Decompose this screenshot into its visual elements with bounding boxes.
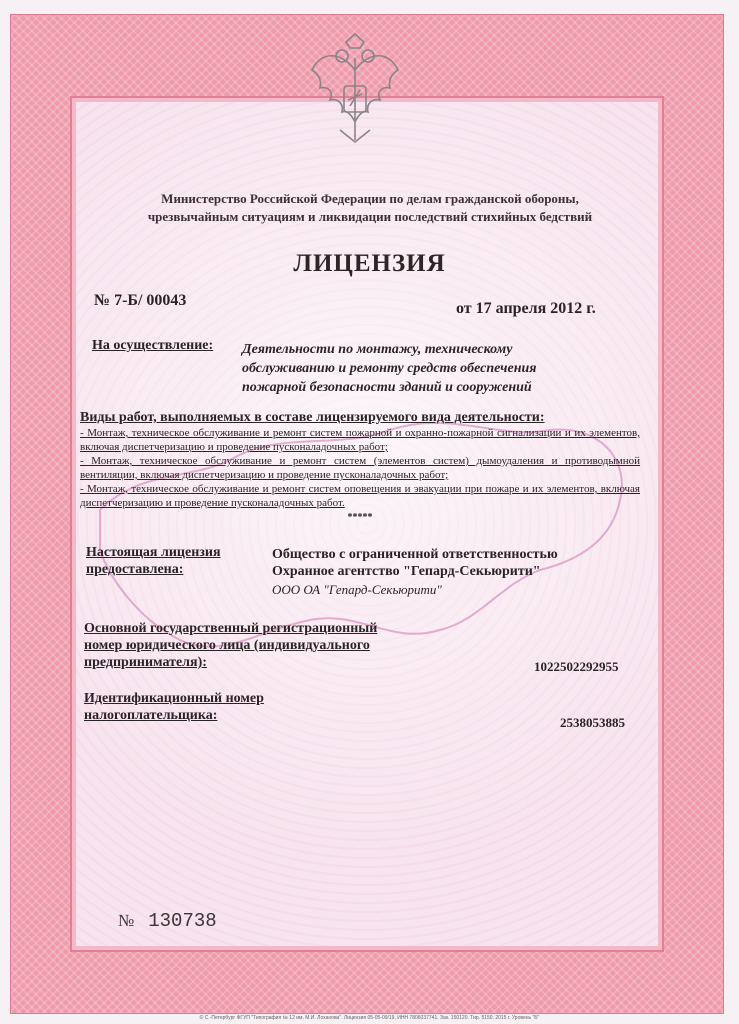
activity-label: На осуществление: <box>92 338 214 353</box>
issued-to-label <box>86 544 256 578</box>
printer-footer: © С.-Петербург ФГУП "Типография № 12 им. М.И. Лоханова". Лицензия 05-05-09/19, ИНН 7806037741. Зак. 150120. Тир. 5150. 2015 г. Уровень "Б" <box>199 1015 540 1021</box>
ogrn-label-line-3: предпринимателя): <box>84 655 207 670</box>
inn-label-line-2: налогоплательщика: <box>84 708 218 723</box>
license-date: от 17 апреля 2012 г. <box>456 300 596 317</box>
section-stars: ***** <box>347 512 373 523</box>
ogrn-label-line-1: Основной государственный регистрационный <box>84 621 378 636</box>
organization-name-line-2: Охранное агентство "Гепард-Секьюрити" <box>272 564 541 579</box>
license-number: № 7-Б/ 00043 <box>94 292 187 309</box>
activity-text: Деятельности по монтажу, техническому обслуживанию и ремонту средств обеспечения пожарной безопасности зданий и сооружений <box>242 342 537 395</box>
inn-label <box>84 690 324 724</box>
serial-number-value: 130738 <box>148 910 217 932</box>
work-kind-item: - Монтаж, техническое обслуживание и ремонт систем (элементов систем) дымоудаления и противодымной вентиляции, включая диспетчеризацию и проведение пусконаладочных работ; <box>80 455 640 481</box>
work-kinds-list <box>80 426 640 510</box>
ministry-line-1: Министерство Российской Федерации по делам гражданской обороны, <box>161 191 579 206</box>
inn-label-line-1: Идентификационный номер <box>84 691 264 706</box>
ministry-name <box>78 190 662 226</box>
organization-short-name: ООО ОА "Гепард-Секьюрити" <box>272 582 442 597</box>
ministry-line-2: чрезвычайным ситуациям и ликвидации последствий стихийных бедствий <box>147 209 593 224</box>
organization-name <box>272 546 612 580</box>
serial-number-sign: № <box>118 911 135 930</box>
blank-serial-number <box>118 910 217 932</box>
organization-name-line-1: Общество с ограниченной ответственностью <box>272 547 558 562</box>
work-kind-item: - Монтаж, техническое обслуживание и ремонт систем пожарной и охранно-пожарной сигнализации и их элементов, включая диспетчеризацию и проведение пусконаладочных работ; <box>80 427 640 453</box>
ogrn-label <box>84 620 444 671</box>
coat-of-arms-emblem <box>300 30 410 160</box>
work-kind-item: - Монтаж, техническое обслуживание и ремонт систем оповещения и эвакуации при пожаре и их элементов, включая диспетчеризацию и проведение пусконаладочных работ. <box>80 483 640 509</box>
document-title: ЛИЦЕНЗИЯ <box>293 250 446 277</box>
ogrn-label-line-2: номер юридического лица (индивидуального <box>84 638 370 653</box>
ogrn-value: 1022502292955 <box>534 659 619 674</box>
issued-to-label-line-2: предоставлена: <box>86 562 184 577</box>
work-kinds-title: Виды работ, выполняемых в составе лицензируемого вида деятельности: <box>80 410 545 425</box>
inn-value: 2538053885 <box>560 715 625 730</box>
issued-to-label-line-1: Настоящая лицензия <box>86 545 221 560</box>
